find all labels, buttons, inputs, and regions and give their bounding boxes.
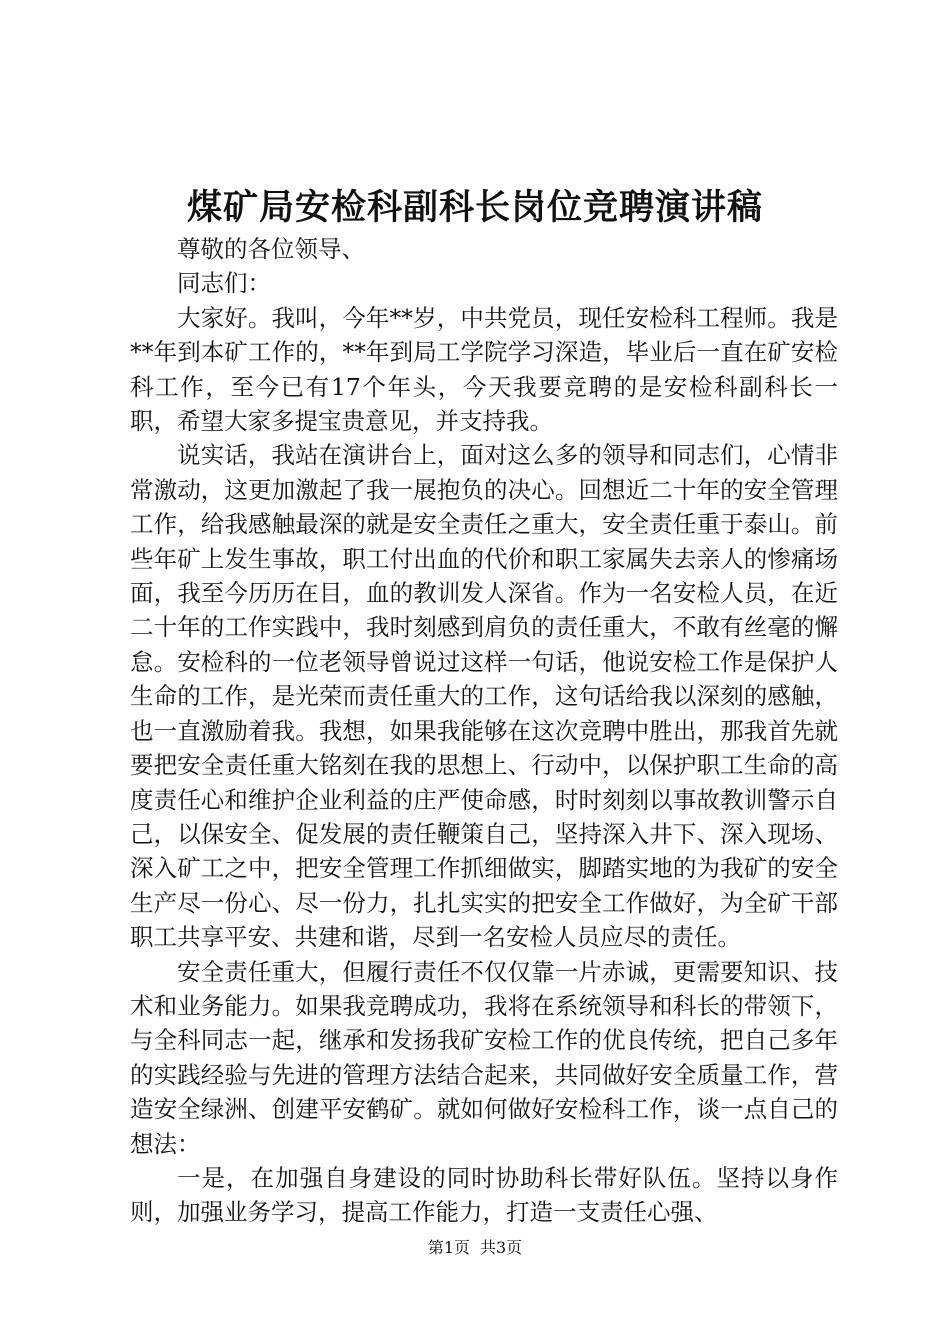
paragraph-salutation-1: 尊敬的各位领导、 [177, 235, 365, 263]
document-body [130, 232, 838, 1230]
paragraph-salutation-2: 同志们： [177, 269, 271, 298]
paragraph-competence: 安全责任重大，但履行责任不仅仅靠一片赤诚，更需要知识、技术和业务能力。如果我竞聘成功，我将在系统领导和科长的带领下，与全科同志一起，继承和发扬我矿安检工作的优良传统，把自己多年的实践经验与先进的管理方法结合起来，共同做好安全质量工作，营造安全绿洲、创建平安鹤矿。就如何做好安检科工作，谈一点自己的想法： [130, 957, 838, 1158]
paragraph-point-one: 一是，在加强自身建设的同时协助科长带好队伍。坚持以身作则，加强业务学习，提高工作能力，打造一支责任心强、 [130, 1163, 838, 1227]
paragraph-introduction: 大家好。我叫，今年**岁，中共党员，现任安检科工程师。我是**年到本矿工作的，**年到局工学院学习深造，毕业后一直在矿安检科工作，至今已有17个年头，今天我要竞聘的是安检科副科长一职，希望大家多提宝贵意见，并支持我。 [130, 303, 838, 436]
paragraph-responsibility: 说实话，我站在演讲台上，面对这么多的领导和同志们，心情非常激动，这更加激起了我一展抱负的决心。回想近二十年的安全管理工作，给我感触最深的就是安全责任之重大，安全责任重于泰山。前些年矿上发生事故，职工付出血的代价和职工家属失去亲人的惨痛场面，我至今历历在目，血的教训发人深省。作为一名安检人员，在近二十年的工作实践中，我时刻感到肩负的责任重大，不敢有丝毫的懈怠。安检科的一位老领导曾说过这样一句话，他说安检工作是保护人生命的工作，是光荣而责任重大的工作，这句话给我以深刻的感触，也一直激励着我。我想，如果我能够在这次竞聘中胜出，那我首先就要把安全责任重大铭刻在我的思想上、行动中，以保护职工生命的高度责任心和维护企业利益的庄严使命感，时时刻刻以事故教训警示自己，以保安全、促发展的责任鞭策自己，坚持深入井下、深入现场、深入矿工之中，把安全管理工作抓细做实，脚踏实地的为我矿的安全生产尽一份心、尽一份力，扎扎实实的把安全工作做好，为全矿干部职工共享平安、共建和谐，尽到一名安检人员应尽的责任。 [130, 441, 838, 952]
document-title: 煤矿局安检科副科长岗位竞聘演讲稿 [186, 187, 763, 228]
page-footer [0, 1237, 950, 1259]
page-total: 共3页 [480, 1238, 523, 1257]
page-number: 第1页 [427, 1238, 470, 1257]
